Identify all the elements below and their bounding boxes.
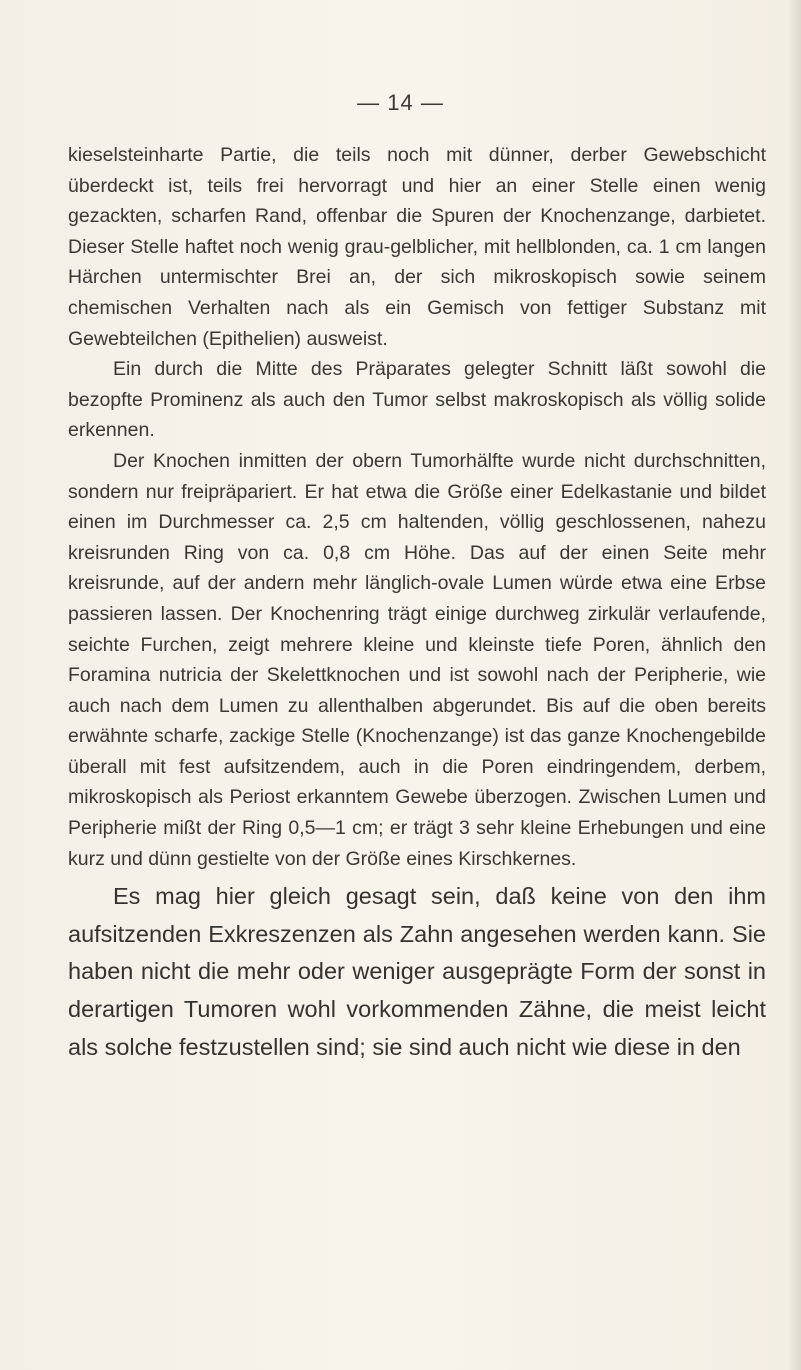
paragraph-3: Der Knochen inmitten der obern Tumorhälfte wurde nicht durchschnitten, sondern nur freipräpariert. Er hat etwa die Größe einer Edelkastanie und bildet einen im Durchmesser ca. 2,5 cm haltenden, völlig geschlossenen, nahezu kreisrunden Ring von ca. 0,8 cm Höhe. Das auf der einen Seite mehr kreisrunde, auf der andern mehr länglich-ovale Lumen würde etwa eine Erbse passieren lassen. Der Knochenring trägt einige durchweg zirkulär verlaufende, seichte Furchen, zeigt mehrere kleine und kleinste tiefe Poren, ähnlich den Foramina nutricia der Skelettknochen und ist sowohl nach der Peripherie, wie auch nach dem Lumen zu allenthalben abgerundet. Bis auf die oben bereits erwähnte scharfe, zackige Stelle (Knochenzange) ist das ganze Knochengebilde überall mit fest aufsitzendem, auch in die Poren eindringendem, derbem, mikroskopisch als Periost erkanntem Gewebe überzogen. Zwischen Lumen und Peripherie mißt der Ring 0,5—1 cm; er trägt 3 sehr kleine Erhebungen und eine kurz und dünn gestielte von der Größe eines Kirschkernes. [68, 449, 766, 870]
page-edge-shadow [787, 0, 801, 1370]
paragraph-4: Es mag hier gleich gesagt sein, daß keine von den ihm aufsitzenden Exkreszenzen als Zahn angesehen werden kann. Sie haben nicht die mehr oder weniger ausgeprägte Form der sonst in derartigen Tumoren wohl vorkommenden Zähne, die meist leicht als solche festzustellen sind; sie sind auch nicht wie diese in den [68, 883, 766, 1060]
paragraph-2: Ein durch die Mitte des Präparates gelegter Schnitt läßt sowohl die bezopfte Prominenz als auch den Tumor selbst makroskopisch als völlig solide erkennen. [68, 358, 766, 442]
page-number: — 14 — [357, 90, 444, 115]
paragraph-1: kieselsteinharte Partie, die teils noch mit dünner, derber Gewebschicht überdeckt ist, teils frei hervorragt und hier an einer Stelle einen wenig gezackten, scharfen Rand, offenbar die Spuren der Knochenzange, darbietet. Dieser Stelle haftet noch wenig grau-gelblicher, mit hellblonden, ca. 1 cm langen Härchen untermischter Brei an, der sich mikroskopisch sowie seinem chemischen Verhalten nach als ein Gemisch von fettiger Substanz mit Gewebteilchen (Epithelien) ausweist. [68, 144, 766, 350]
body-text [68, 140, 766, 1066]
